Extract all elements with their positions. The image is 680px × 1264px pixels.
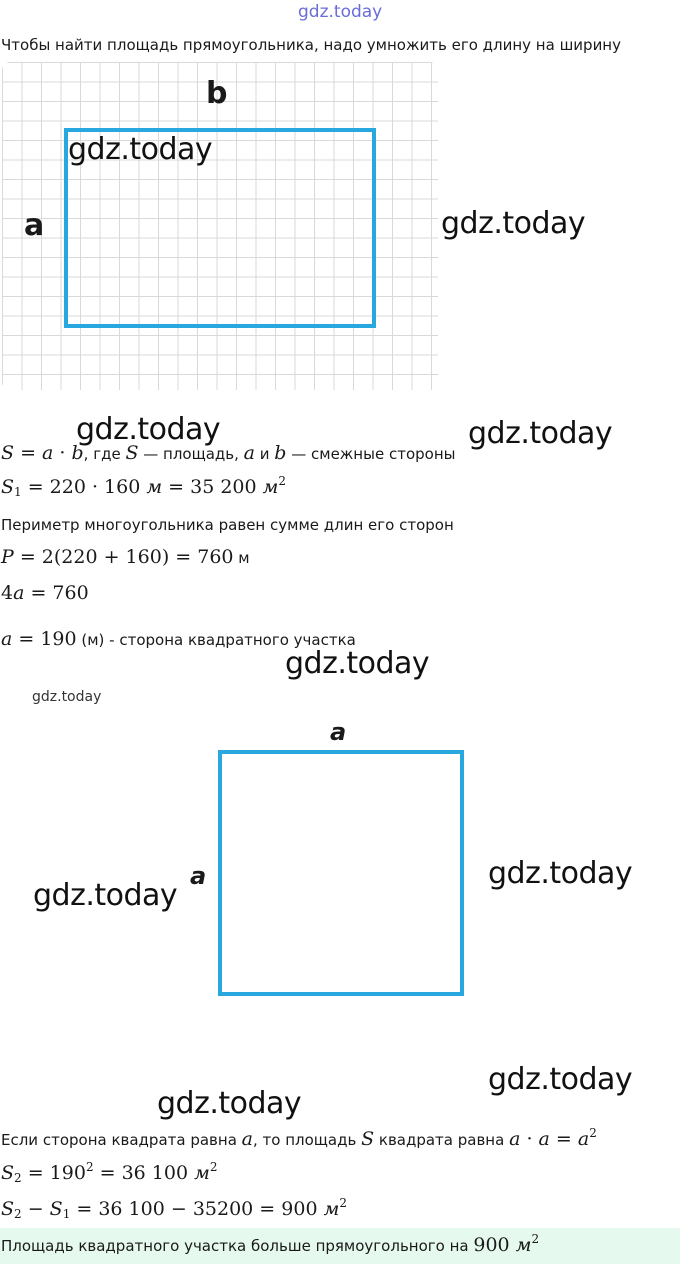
math-op: − (21, 1198, 50, 1220)
text: , где (83, 445, 126, 463)
math-var: S (1, 1198, 15, 1220)
math-var: S (49, 1198, 63, 1220)
math-num: 4 (1, 582, 14, 604)
math-expr: = 35 200 (162, 476, 263, 498)
square-shape (218, 750, 464, 996)
answer-pow: 2 (531, 1232, 540, 1246)
math-op: · (520, 1128, 539, 1150)
rule-area-text: Чтобы найти площадь прямоугольника, надо умножить его длину на ширину (1, 36, 621, 54)
text: , то площадь (252, 1131, 362, 1149)
text: м (233, 549, 250, 567)
watermark: gdz.today (76, 412, 221, 447)
math-unit: м (323, 1198, 340, 1220)
math-var: b (71, 442, 84, 464)
watermark-top: gdz.today (298, 2, 383, 22)
math-unit: м (146, 476, 163, 498)
square-rule-line (1, 1128, 597, 1150)
math-expr: = 760 (24, 582, 89, 604)
math-sub: 2 (14, 1207, 22, 1221)
text: — площадь, (138, 445, 244, 463)
math-sub: 2 (14, 1171, 22, 1185)
s1-line (1, 476, 286, 498)
math-var: S (1, 1162, 15, 1184)
math-expr: = 2(220 + 160) = 760 (13, 546, 234, 568)
math-var: S (1, 476, 15, 498)
math-var: a (42, 442, 54, 464)
math-var: a (243, 442, 255, 464)
math-var: S (125, 442, 139, 464)
rule-perimeter-text: Периметр многоугольника равен сумме длин его сторон (1, 516, 454, 534)
math-var: a (509, 1128, 521, 1150)
watermark: gdz.today (157, 1086, 302, 1121)
math-var: b (274, 442, 287, 464)
watermark: gdz.today (441, 206, 586, 241)
square-label-top: a (330, 718, 347, 746)
four-a-line (1, 582, 89, 604)
text: и (255, 445, 275, 463)
math-pow: 2 (278, 474, 287, 488)
math-var: S (361, 1128, 375, 1150)
answer-line (1, 1234, 539, 1256)
math-var: a (577, 1128, 590, 1150)
square-label-left: a (190, 862, 207, 890)
math-expr: = 36 100 (93, 1162, 195, 1184)
watermark-small: gdz.today (32, 689, 102, 705)
math-var: a (241, 1128, 253, 1150)
math-var: a (13, 582, 25, 604)
math-pow: 2 (339, 1196, 347, 1210)
math-var: S (1, 442, 15, 464)
watermark: gdz.today (468, 416, 613, 451)
p-line (1, 546, 250, 568)
math-unit: м (194, 1162, 210, 1184)
text: квадрата равна (374, 1131, 510, 1149)
math-op: · (53, 442, 72, 464)
math-var: a (1, 628, 13, 650)
math-expr: = 220 · 160 (21, 476, 147, 498)
answer-unit: м (515, 1234, 532, 1256)
watermark: gdz.today (488, 1062, 633, 1097)
formula-area-line (1, 442, 455, 464)
watermark: gdz.today (33, 878, 178, 913)
math-op: = (14, 442, 43, 464)
math-expr: = 36 100 − 35200 = 900 (70, 1198, 324, 1220)
answer-text: Площадь квадратного участка больше прямоугольного на (1, 1237, 474, 1255)
math-pow: 2 (85, 1160, 94, 1174)
text: — смежные стороны (286, 445, 456, 463)
math-var: a (538, 1128, 550, 1150)
rectangle-label-a: a (24, 208, 45, 243)
math-sub: 1 (62, 1207, 71, 1221)
math-unit: м (262, 476, 279, 498)
answer-value: 900 (473, 1234, 516, 1256)
math-sub: 1 (14, 485, 22, 499)
math-pow: 2 (209, 1160, 218, 1174)
math-op: = (549, 1128, 578, 1150)
difference-line (1, 1198, 347, 1220)
text: (м) - сторона квадратного участка (76, 631, 356, 649)
math-expr: = 190 (21, 1162, 86, 1184)
math-var: P (1, 546, 14, 568)
rectangle-label-b: b (206, 76, 228, 111)
watermark: gdz.today (68, 132, 213, 167)
watermark: gdz.today (285, 646, 430, 681)
text: Если сторона квадрата равна (1, 1131, 242, 1149)
math-expr: = 190 (12, 628, 77, 650)
watermark: gdz.today (488, 856, 633, 891)
s2-line (1, 1162, 218, 1184)
math-pow: 2 (589, 1126, 597, 1140)
